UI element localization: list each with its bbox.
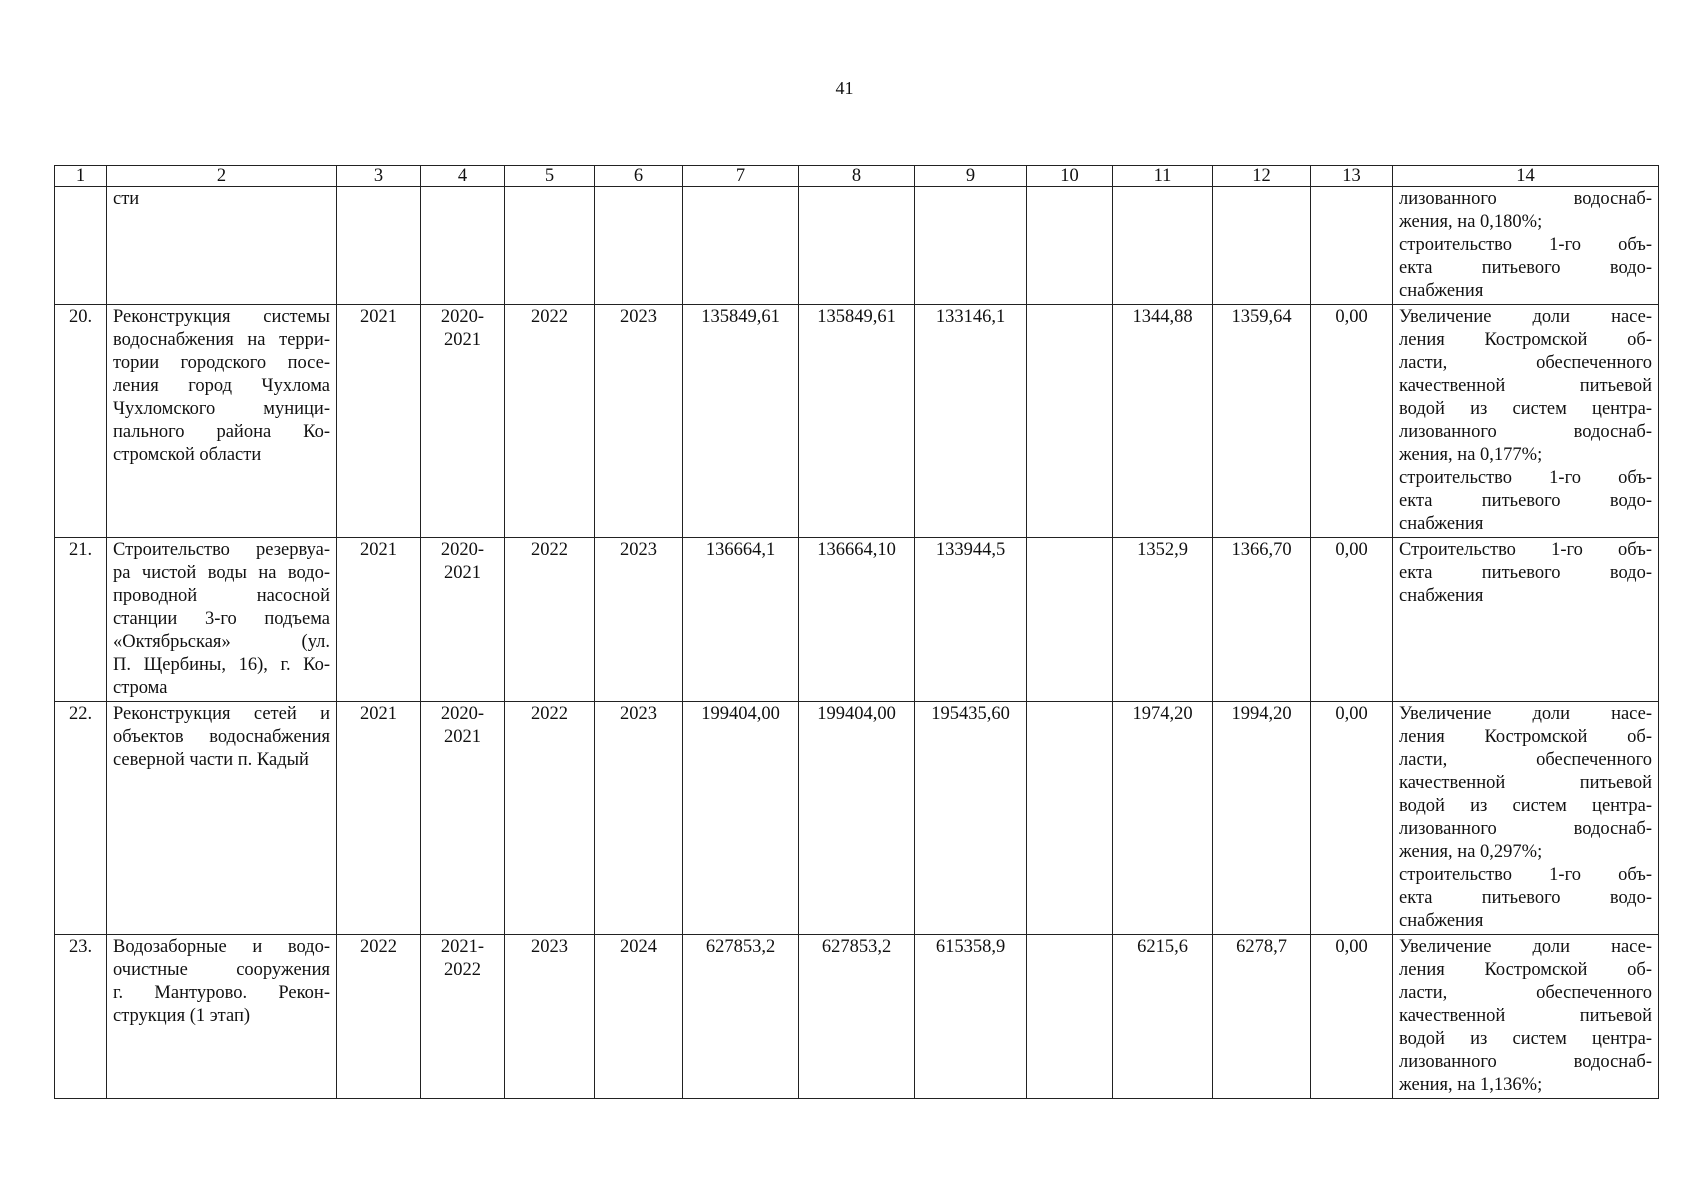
cost-col13: 0,00 xyxy=(1311,935,1393,1099)
year-col6: 2023 xyxy=(595,538,683,702)
text-line: водой из систем центра- xyxy=(1399,1029,1652,1049)
design-period: 2020- 2021 xyxy=(421,702,505,935)
text-line: качественной питьевой xyxy=(1399,376,1652,396)
column-header-2: 2 xyxy=(107,166,337,187)
row-number: 20. xyxy=(55,305,107,538)
cost-col9: 615358,9 xyxy=(915,935,1027,1099)
column-header-11: 11 xyxy=(1113,166,1213,187)
column-header-3: 3 xyxy=(337,166,421,187)
text-line: ласти, обеспеченного xyxy=(1399,750,1652,770)
text-line: екта питьевого водо- xyxy=(1399,258,1652,278)
object-name xyxy=(107,702,337,935)
year-col6: 2023 xyxy=(595,702,683,935)
year-start: 2021 xyxy=(337,305,421,538)
year-col5: 2022 xyxy=(505,702,595,935)
text-line: строма xyxy=(113,678,168,698)
text-line: лизованного водоснаб- xyxy=(1399,819,1652,839)
text-line: струкция (1 этап) xyxy=(113,1006,251,1026)
year-start: 2021 xyxy=(337,702,421,935)
cost-total: 136664,1 xyxy=(683,538,799,702)
design-period: 2020- 2021 xyxy=(421,305,505,538)
text-line: лизованного водоснаб- xyxy=(1399,1052,1652,1072)
text-line: ласти, обеспеченного xyxy=(1399,353,1652,373)
cost-col9: 133944,5 xyxy=(915,538,1027,702)
table-row xyxy=(55,305,1659,538)
text-line: екта питьевого водо- xyxy=(1399,491,1652,511)
text-line: екта питьевого водо- xyxy=(1399,888,1652,908)
cost-col11: 6215,6 xyxy=(1113,935,1213,1099)
text-line: снабжения xyxy=(1399,911,1484,931)
text-line: станции 3-го подъема xyxy=(113,609,330,629)
object-name xyxy=(107,538,337,702)
text-line: качественной питьевой xyxy=(1399,773,1652,793)
text-line: Реконструкция сетей и xyxy=(113,704,330,724)
year-start: 2021 xyxy=(337,538,421,702)
cost-col10 xyxy=(1027,935,1113,1099)
year-start: 2022 xyxy=(337,935,421,1099)
text-line: тории городского посе- xyxy=(113,353,330,373)
cost-col13: 0,00 xyxy=(1311,702,1393,935)
design-period: 2020- 2021 xyxy=(421,538,505,702)
text-line: ления Костромской об- xyxy=(1399,960,1652,980)
text-line: Строительство резервуа- xyxy=(113,540,330,560)
cost-col11: 1352,9 xyxy=(1113,538,1213,702)
text-line: строительство 1-го объ- xyxy=(1399,865,1652,885)
cost-total: 199404,00 xyxy=(683,702,799,935)
cost-col13: 0,00 xyxy=(1311,538,1393,702)
column-header-14: 14 xyxy=(1393,166,1659,187)
text-line: г. Мантурово. Рекон- xyxy=(113,983,330,1003)
text-line: Реконструкция системы xyxy=(113,307,330,327)
column-header-12: 12 xyxy=(1213,166,1311,187)
cost-col13: 0,00 xyxy=(1311,305,1393,538)
page-number: 41 xyxy=(835,78,854,98)
text-line: северной части п. Кадый xyxy=(113,750,309,770)
text-line: ления город Чухлома xyxy=(113,376,330,396)
text-line: очистные сооружения xyxy=(113,960,330,980)
text-line: ласти, обеспеченного xyxy=(1399,983,1652,1003)
continuation-row xyxy=(55,187,1659,305)
column-header-13: 13 xyxy=(1311,166,1393,187)
column-header-8: 8 xyxy=(799,166,915,187)
row-number: 21. xyxy=(55,538,107,702)
column-header-1: 1 xyxy=(55,166,107,187)
program-table xyxy=(54,165,1659,1099)
column-header-6: 6 xyxy=(595,166,683,187)
design-period: 2021- 2022 xyxy=(421,935,505,1099)
text-line: объектов водоснабжения xyxy=(113,727,330,747)
column-header-10: 10 xyxy=(1027,166,1113,187)
text-line: снабжения xyxy=(1399,514,1484,534)
text-line: Строительство 1-го объ- xyxy=(1399,540,1652,560)
column-header-4: 4 xyxy=(421,166,505,187)
text-line: жения, на 0,297%; xyxy=(1399,842,1543,862)
text-line: П. Щербины, 16), г. Ко- xyxy=(113,655,330,675)
text-line: Водозаборные и водо- xyxy=(113,937,330,957)
text-line: проводной насосной xyxy=(113,586,330,606)
cost-col8: 199404,00 xyxy=(799,702,915,935)
text-line: качественной питьевой xyxy=(1399,1006,1652,1026)
year-col5: 2023 xyxy=(505,935,595,1099)
expected-result xyxy=(1393,935,1659,1099)
cell-result xyxy=(1393,187,1659,305)
object-name xyxy=(107,935,337,1099)
cost-total: 135849,61 xyxy=(683,305,799,538)
expected-result xyxy=(1393,538,1659,702)
cell-num xyxy=(55,187,107,305)
text-line: ра чистой воды на водо- xyxy=(113,563,330,583)
text-line: Увеличение доли насе- xyxy=(1399,704,1652,724)
text-line: пального района Ко- xyxy=(113,422,330,442)
cost-col9: 133146,1 xyxy=(915,305,1027,538)
expected-result xyxy=(1393,305,1659,538)
cost-col11: 1974,20 xyxy=(1113,702,1213,935)
cost-col8: 627853,2 xyxy=(799,935,915,1099)
object-name xyxy=(107,305,337,538)
cost-col12: 6278,7 xyxy=(1213,935,1311,1099)
text-line: лизованного водоснаб- xyxy=(1399,189,1652,209)
text-line: стромской области xyxy=(113,445,262,465)
row-number: 22. xyxy=(55,702,107,935)
text-line: «Октябрьская» (ул. xyxy=(113,632,330,652)
year-col5: 2022 xyxy=(505,305,595,538)
cost-col12: 1366,70 xyxy=(1213,538,1311,702)
year-col5: 2022 xyxy=(505,538,595,702)
table-row xyxy=(55,538,1659,702)
column-number-row xyxy=(55,166,1659,187)
text-line: водой из систем центра- xyxy=(1399,796,1652,816)
cost-col8: 136664,10 xyxy=(799,538,915,702)
expected-result xyxy=(1393,702,1659,935)
row-number: 23. xyxy=(55,935,107,1099)
table-row xyxy=(55,702,1659,935)
cost-col10 xyxy=(1027,305,1113,538)
cost-col11: 1344,88 xyxy=(1113,305,1213,538)
cost-col10 xyxy=(1027,702,1113,935)
text-line: жения, на 0,177%; xyxy=(1399,445,1543,465)
cost-col12: 1359,64 xyxy=(1213,305,1311,538)
cost-col9: 195435,60 xyxy=(915,702,1027,935)
text-line: снабжения xyxy=(1399,586,1484,606)
text-line: Чухломского муници- xyxy=(113,399,330,419)
text-line: жения, на 0,180%; xyxy=(1399,212,1543,232)
text-line: водоснабжения на терри- xyxy=(113,330,330,350)
year-col6: 2024 xyxy=(595,935,683,1099)
text-line: екта питьевого водо- xyxy=(1399,563,1652,583)
text-line: строительство 1-го объ- xyxy=(1399,235,1652,255)
text-line: ления Костромской об- xyxy=(1399,330,1652,350)
cost-col8: 135849,61 xyxy=(799,305,915,538)
text-line: жения, на 1,136%; xyxy=(1399,1075,1543,1095)
table-row xyxy=(55,935,1659,1099)
text-line: строительство 1-го объ- xyxy=(1399,468,1652,488)
text-line: снабжения xyxy=(1399,281,1484,301)
text-line: лизованного водоснаб- xyxy=(1399,422,1652,442)
column-header-9: 9 xyxy=(915,166,1027,187)
year-col6: 2023 xyxy=(595,305,683,538)
cost-total: 627853,2 xyxy=(683,935,799,1099)
column-header-5: 5 xyxy=(505,166,595,187)
text-line: водой из систем центра- xyxy=(1399,399,1652,419)
column-header-7: 7 xyxy=(683,166,799,187)
cell-name: сти xyxy=(107,187,337,305)
cost-col12: 1994,20 xyxy=(1213,702,1311,935)
text-line: Увеличение доли насе- xyxy=(1399,307,1652,327)
text-line: Увеличение доли насе- xyxy=(1399,937,1652,957)
cost-col10 xyxy=(1027,538,1113,702)
text-line: ления Костромской об- xyxy=(1399,727,1652,747)
